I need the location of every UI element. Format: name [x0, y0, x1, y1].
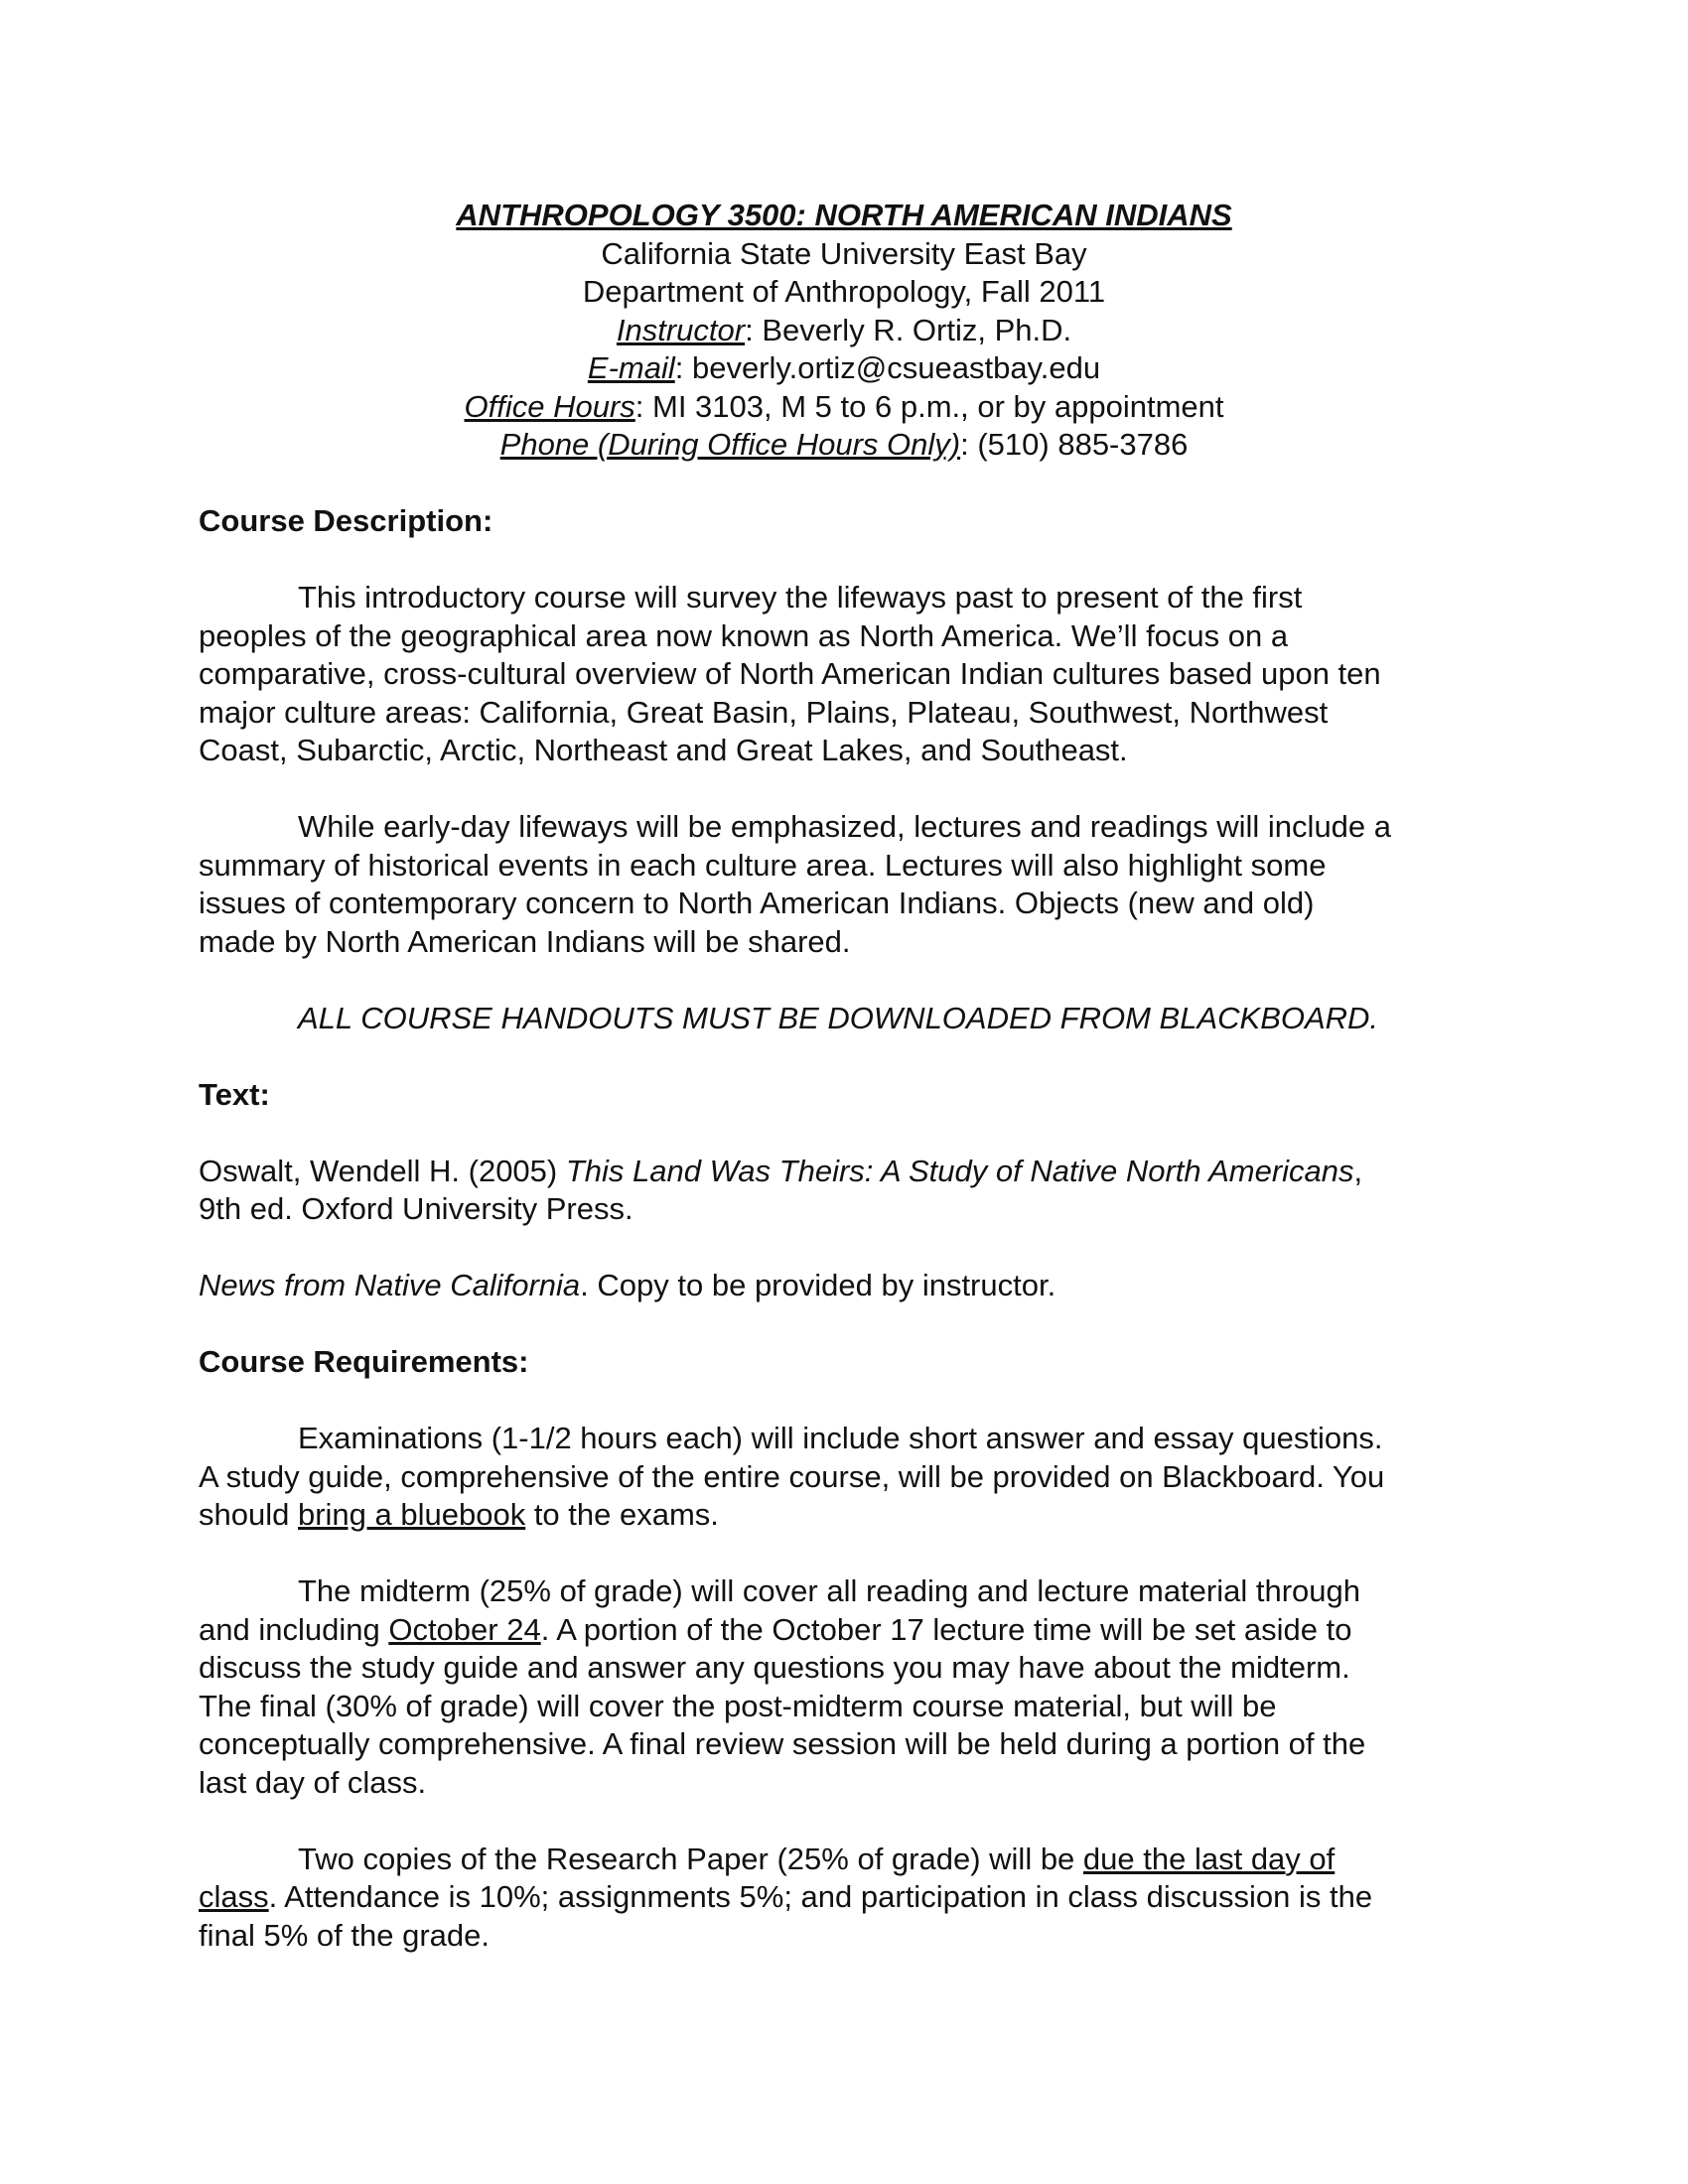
handouts-notice: ALL COURSE HANDOUTS MUST BE DOWNLOADED FROM BLACKBOARD.	[298, 1000, 1379, 1035]
text-run: Two copies of the Research Paper (25% of grade) will be	[298, 1841, 1083, 1876]
paragraph-line: summary of historical events in each culture area. Lectures will also highlight some	[199, 847, 1327, 883]
paragraph-line: major culture areas: California, Great Basin, Plains, Plateau, Southwest, Northwest	[199, 694, 1329, 730]
office-hours-value: : MI 3103, M 5 to 6 p.m., or by appointment	[634, 388, 1224, 424]
paragraph-line: final 5% of the grade.	[199, 1917, 490, 1953]
midterm-date-emphasis: October 24	[388, 1611, 541, 1647]
due-date-emphasis: class	[199, 1879, 269, 1914]
magazine-note: . Copy to be provided by instructor.	[580, 1268, 1056, 1302]
book-title: This Land Was Theirs: A Study of Native North Americans	[565, 1153, 1354, 1188]
book-author: Oswalt, Wendell H. (2005)	[199, 1153, 566, 1188]
phone-line	[0, 426, 1688, 465]
text-heading: Text:	[199, 1076, 270, 1112]
email-value: : beverly.ortiz@csueastbay.edu	[674, 350, 1101, 385]
magazine-citation	[199, 1267, 1489, 1305]
paragraph-line: Coast, Subarctic, Arctic, Northeast and Great Lakes, and Southeast.	[199, 733, 1128, 767]
paragraph-line: This introductory course will survey the lifeways past to present of the first	[298, 580, 1303, 614]
citation-punct: ,	[1353, 1153, 1363, 1188]
paragraph-line: The midterm (25% of grade) will cover all reading and lecture material through	[298, 1573, 1360, 1608]
midterm-paragraph	[199, 1572, 1489, 1802]
paragraph-line: Examinations (1-1/2 hours each) will include short answer and essay questions.	[298, 1421, 1383, 1455]
university-name: California State University East Bay	[601, 235, 1087, 271]
description-paragraph-2	[199, 808, 1489, 961]
phone-label: Phone (During Office Hours Only)	[499, 427, 961, 462]
document-title: ANTHROPOLOGY 3500: NORTH AMERICAN INDIANS	[456, 198, 1232, 232]
paragraph-line: A study guide, comprehensive of the entire course, will be provided on Blackboard. You	[199, 1458, 1385, 1494]
instructor-line	[0, 312, 1688, 350]
paragraph-line: discuss the study guide and answer any questions you may have about the midterm.	[199, 1650, 1350, 1685]
magazine-title: News from Native California	[199, 1268, 581, 1302]
document-body	[199, 502, 1489, 1955]
email-line	[0, 349, 1688, 388]
paragraph-line: conceptually comprehensive. A final review session will be held during a portion of the	[199, 1726, 1366, 1761]
paragraph-line: last day of class.	[199, 1764, 427, 1800]
text-run: to the exams.	[525, 1497, 719, 1532]
text-run: . Attendance is 10%; assignments 5%; and participation in class discussion is the	[268, 1879, 1373, 1914]
instructor-label: Instructor	[616, 312, 746, 347]
office-hours-label: Office Hours	[464, 388, 635, 424]
research-paper-paragraph	[199, 1841, 1489, 1956]
citation-line: 9th ed. Oxford University Press.	[199, 1191, 633, 1226]
description-paragraph-1	[199, 579, 1489, 770]
text-run: . A portion of the October 17 lecture time will be set aside to	[540, 1611, 1352, 1647]
paragraph-line: made by North American Indians will be shared.	[199, 923, 851, 959]
phone-value: : (510) 885-3786	[960, 427, 1189, 462]
paragraph-line	[199, 1496, 1489, 1535]
bluebook-emphasis: bring a bluebook	[297, 1497, 526, 1532]
paragraph-line	[199, 1878, 1489, 1917]
text-run: and including	[199, 1611, 389, 1647]
paragraph-line: The final (30% of grade) will cover the post-midterm course material, but will be	[199, 1688, 1277, 1723]
course-requirements-heading: Course Requirements:	[199, 1344, 529, 1379]
paragraph-line	[199, 1841, 1489, 1879]
office-hours-line	[0, 388, 1688, 427]
email-label: E-mail	[587, 350, 675, 385]
department-term: Department of Anthropology, Fall 2011	[582, 274, 1106, 309]
document-header	[0, 197, 1688, 465]
textbook-citation	[199, 1153, 1489, 1229]
paragraph-line: comparative, cross-cultural overview of North American Indian cultures based upon ten	[199, 656, 1381, 691]
exams-paragraph	[199, 1420, 1489, 1535]
course-description-heading: Course Description:	[199, 503, 493, 538]
paragraph-line: While early-day lifeways will be emphasized, lectures and readings will include a	[298, 809, 1392, 844]
instructor-value: : Beverly R. Ortiz, Ph.D.	[745, 312, 1072, 347]
citation-line	[199, 1153, 1489, 1191]
text-run: should	[199, 1497, 298, 1532]
paragraph-line: issues of contemporary concern to North American Indians. Objects (new and old)	[199, 886, 1315, 920]
due-date-emphasis: due the last day of	[1082, 1841, 1336, 1876]
paragraph-line: peoples of the geographical area now known as North America. We’ll focus on a	[199, 617, 1289, 653]
paragraph-line	[199, 1611, 1489, 1650]
